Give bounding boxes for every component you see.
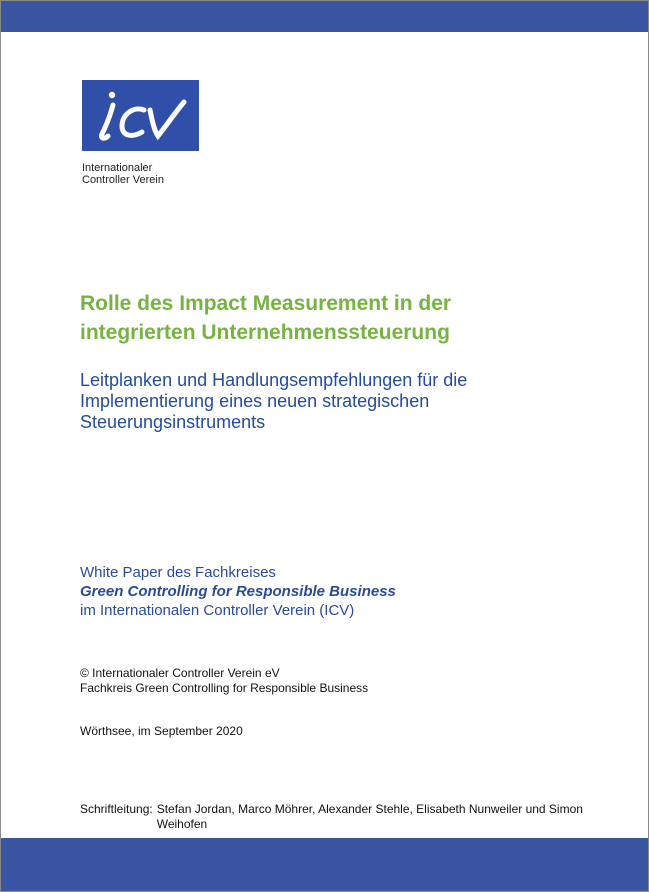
logo-line-1: Internationaler [82, 162, 153, 174]
white-paper-line-2: Green Controlling for Responsible Business [80, 583, 396, 600]
footer-band [1, 838, 648, 891]
title-line-1: Rolle des Impact Measurement in der [80, 292, 452, 315]
icv-logo-mark [82, 80, 199, 151]
white-paper-line-3: im Internationalen Controller Verein (ICV) [80, 602, 355, 619]
editors-label: Schriftleitung: [80, 802, 153, 816]
subtitle-line-2: Implementierung eines neuen strategischen [80, 391, 430, 411]
copyright-line-1: © Internationaler Controller Verein eV [80, 666, 280, 680]
white-paper-info [80, 563, 580, 620]
document-subtitle [80, 370, 580, 433]
title-line-2: integrierten Unternehmenssteuerung [80, 321, 450, 344]
icv-logo [82, 80, 199, 151]
subtitle-line-1: Leitplanken und Handlungsempfehlungen für die [80, 370, 468, 390]
place-date: Wörthsee, im September 2020 [80, 724, 243, 738]
white-paper-line-1: White Paper des Fachkreises [80, 564, 276, 581]
logo-subtitle [82, 162, 164, 186]
editors-names: Stefan Jordan, Marco Möhrer, Alexander Stehle, Elisabeth Nunweiler und Simon Weihofen [156, 802, 583, 831]
copyright-block [80, 666, 580, 696]
header-band [1, 1, 648, 32]
logo-line-2: Controller Verein [82, 174, 164, 186]
editors-block [80, 802, 600, 832]
copyright-line-2: Fachkreis Green Controlling for Responsible Business [80, 681, 369, 695]
subtitle-line-3: Steuerungsinstruments [80, 412, 266, 432]
logo-brand-text: icv [82, 80, 84, 81]
document-title [80, 289, 600, 347]
